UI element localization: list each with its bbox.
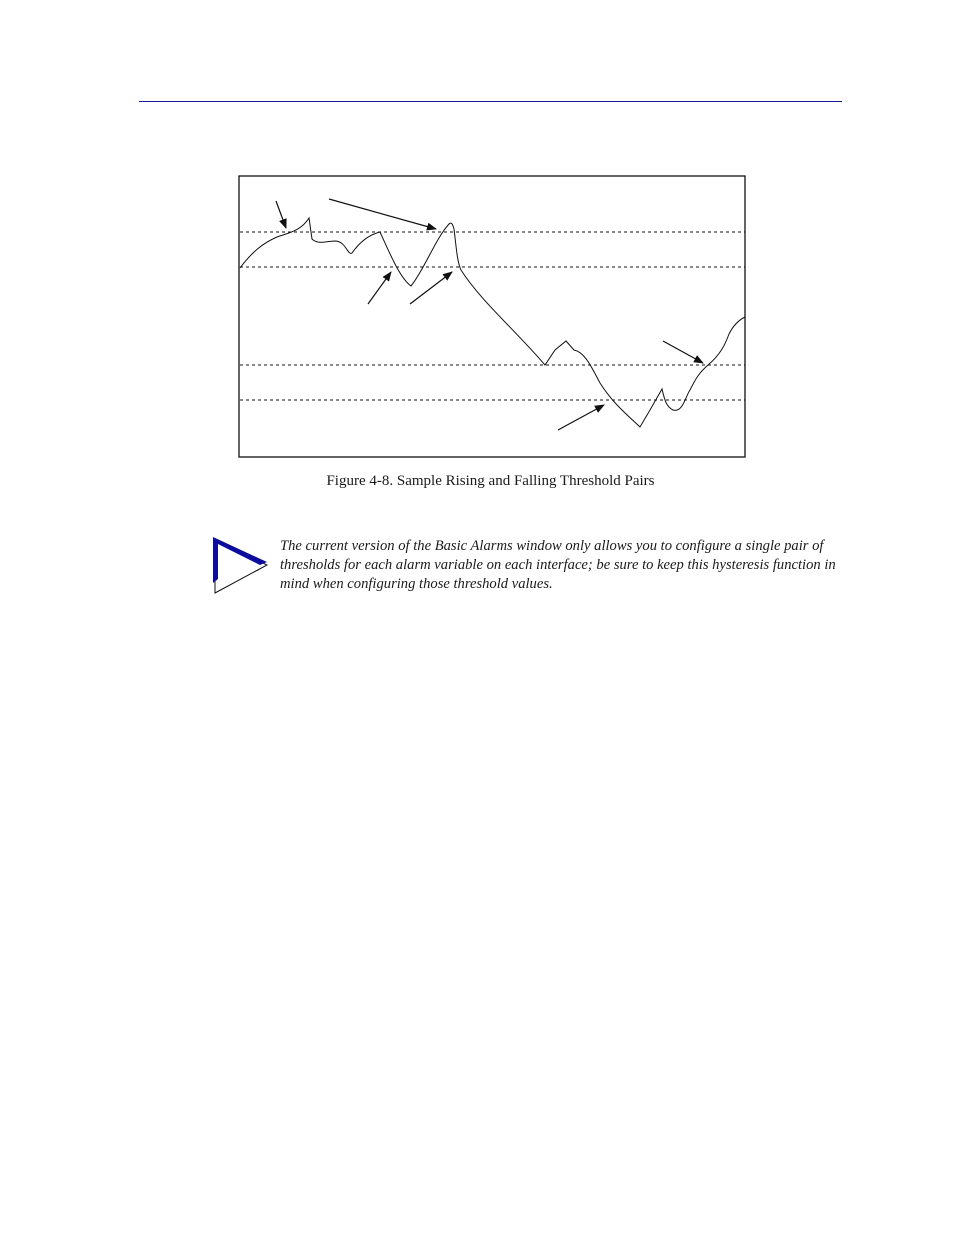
arrow-pointer-3	[368, 272, 391, 304]
sample-curve	[240, 218, 745, 427]
note-triangle-icon	[211, 535, 273, 597]
figure-caption: Figure 4-8. Sample Rising and Falling Threshold Pairs	[326, 473, 655, 489]
figure-frame	[239, 176, 745, 457]
arrow-pointer-2	[329, 199, 436, 229]
arrow-pointer-4	[410, 272, 452, 304]
arrow-pointer-6	[558, 405, 604, 430]
arrow-pointer-5	[663, 341, 703, 363]
threshold-figure	[0, 0, 954, 470]
arrow-pointer-1	[276, 201, 286, 228]
note-text: The current version of the Basic Alarms window only allows you to configure a single pair of thresholds for each alarm variable on each interface; be sure to keep this hysteresis function in mind when configuring those threshold values.	[280, 538, 836, 592]
